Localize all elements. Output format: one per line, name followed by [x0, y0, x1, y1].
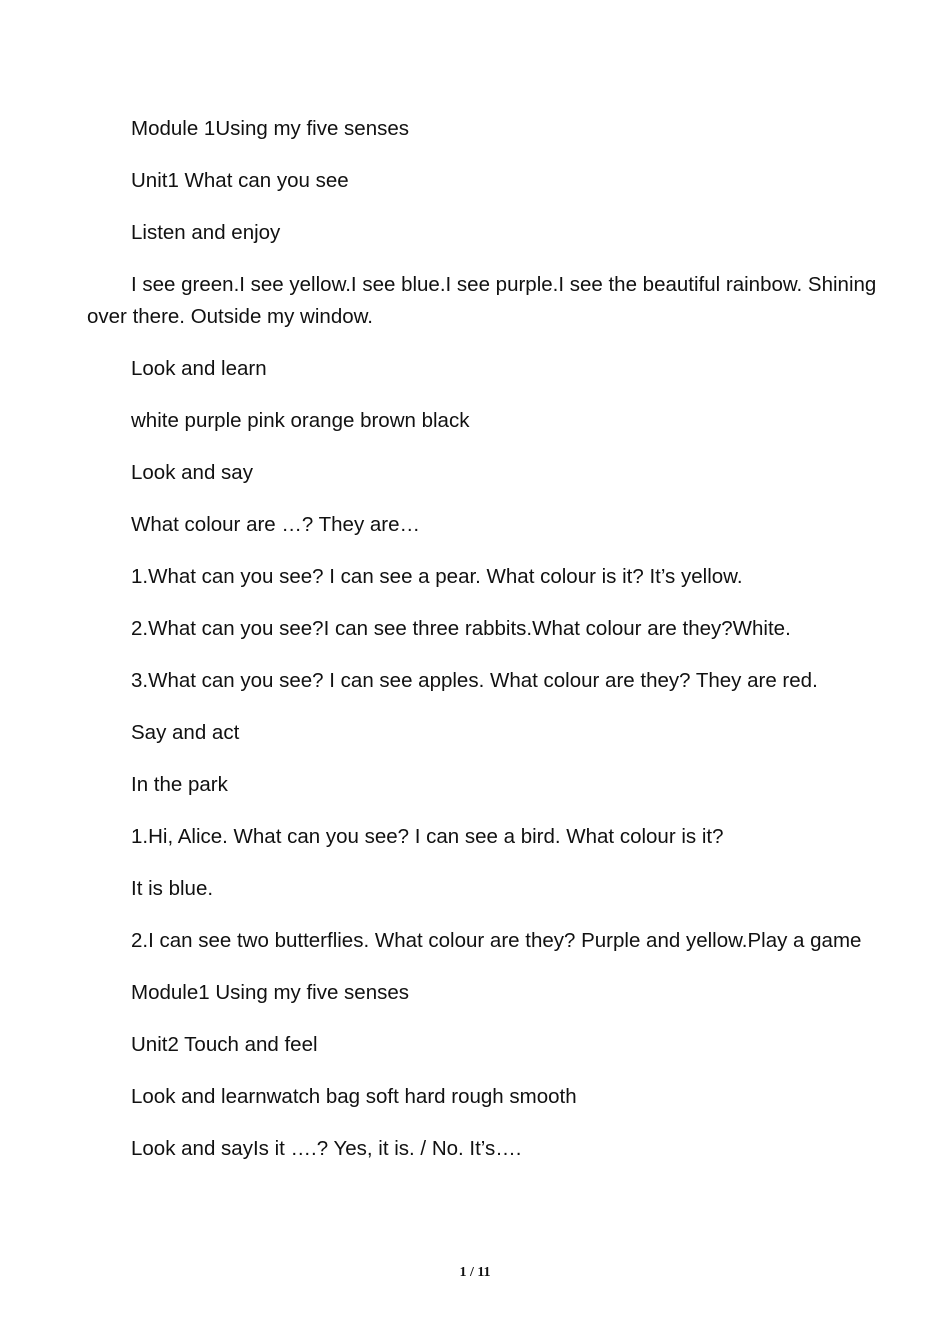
section-heading: Look and learn: [131, 357, 267, 380]
scene-title: In the park: [131, 773, 228, 796]
section-heading: Say and act: [131, 721, 240, 744]
vocabulary-line: Look and learnwatch bag soft hard rough smooth: [131, 1085, 577, 1108]
unit-heading: Unit2 Touch and feel: [131, 1033, 318, 1056]
page-number: 1 / 11: [459, 1265, 491, 1280]
module-heading: Module 1Using my five senses: [131, 117, 410, 140]
section-heading: Listen and enjoy: [131, 221, 281, 244]
module-heading: Module1 Using my five senses: [131, 981, 410, 1004]
dialogue-line: 2.I can see two butterflies. What colour are they? Purple and yellow.Play a game: [131, 929, 862, 952]
dialogue-line: 2.What can you see?I can see three rabbits.What colour are they?White.: [131, 617, 791, 640]
section-heading: Look and say: [131, 461, 253, 484]
sentence-pattern: Look and sayIs it ….? Yes, it is. / No. It’s….: [131, 1137, 522, 1160]
sentence-pattern: What colour are …? They are…: [131, 513, 421, 536]
dialogue-line: 1.What can you see? I can see a pear. What colour is it? It’s yellow.: [131, 565, 743, 588]
song-lyrics: I see green.I see yellow.I see blue.I see purple.I see the beautiful rainbow. Shining over there. Outside my window.: [87, 273, 877, 328]
dialogue-line: It is blue.: [131, 877, 214, 900]
dialogue-line: 1.Hi, Alice. What can you see? I can see a bird. What colour is it?: [131, 825, 724, 848]
unit-heading: Unit1 What can you see: [131, 169, 349, 192]
dialogue-line: 3.What can you see? I can see apples. What colour are they? They are red.: [131, 669, 818, 692]
vocabulary-line: white purple pink orange brown black: [131, 409, 470, 432]
